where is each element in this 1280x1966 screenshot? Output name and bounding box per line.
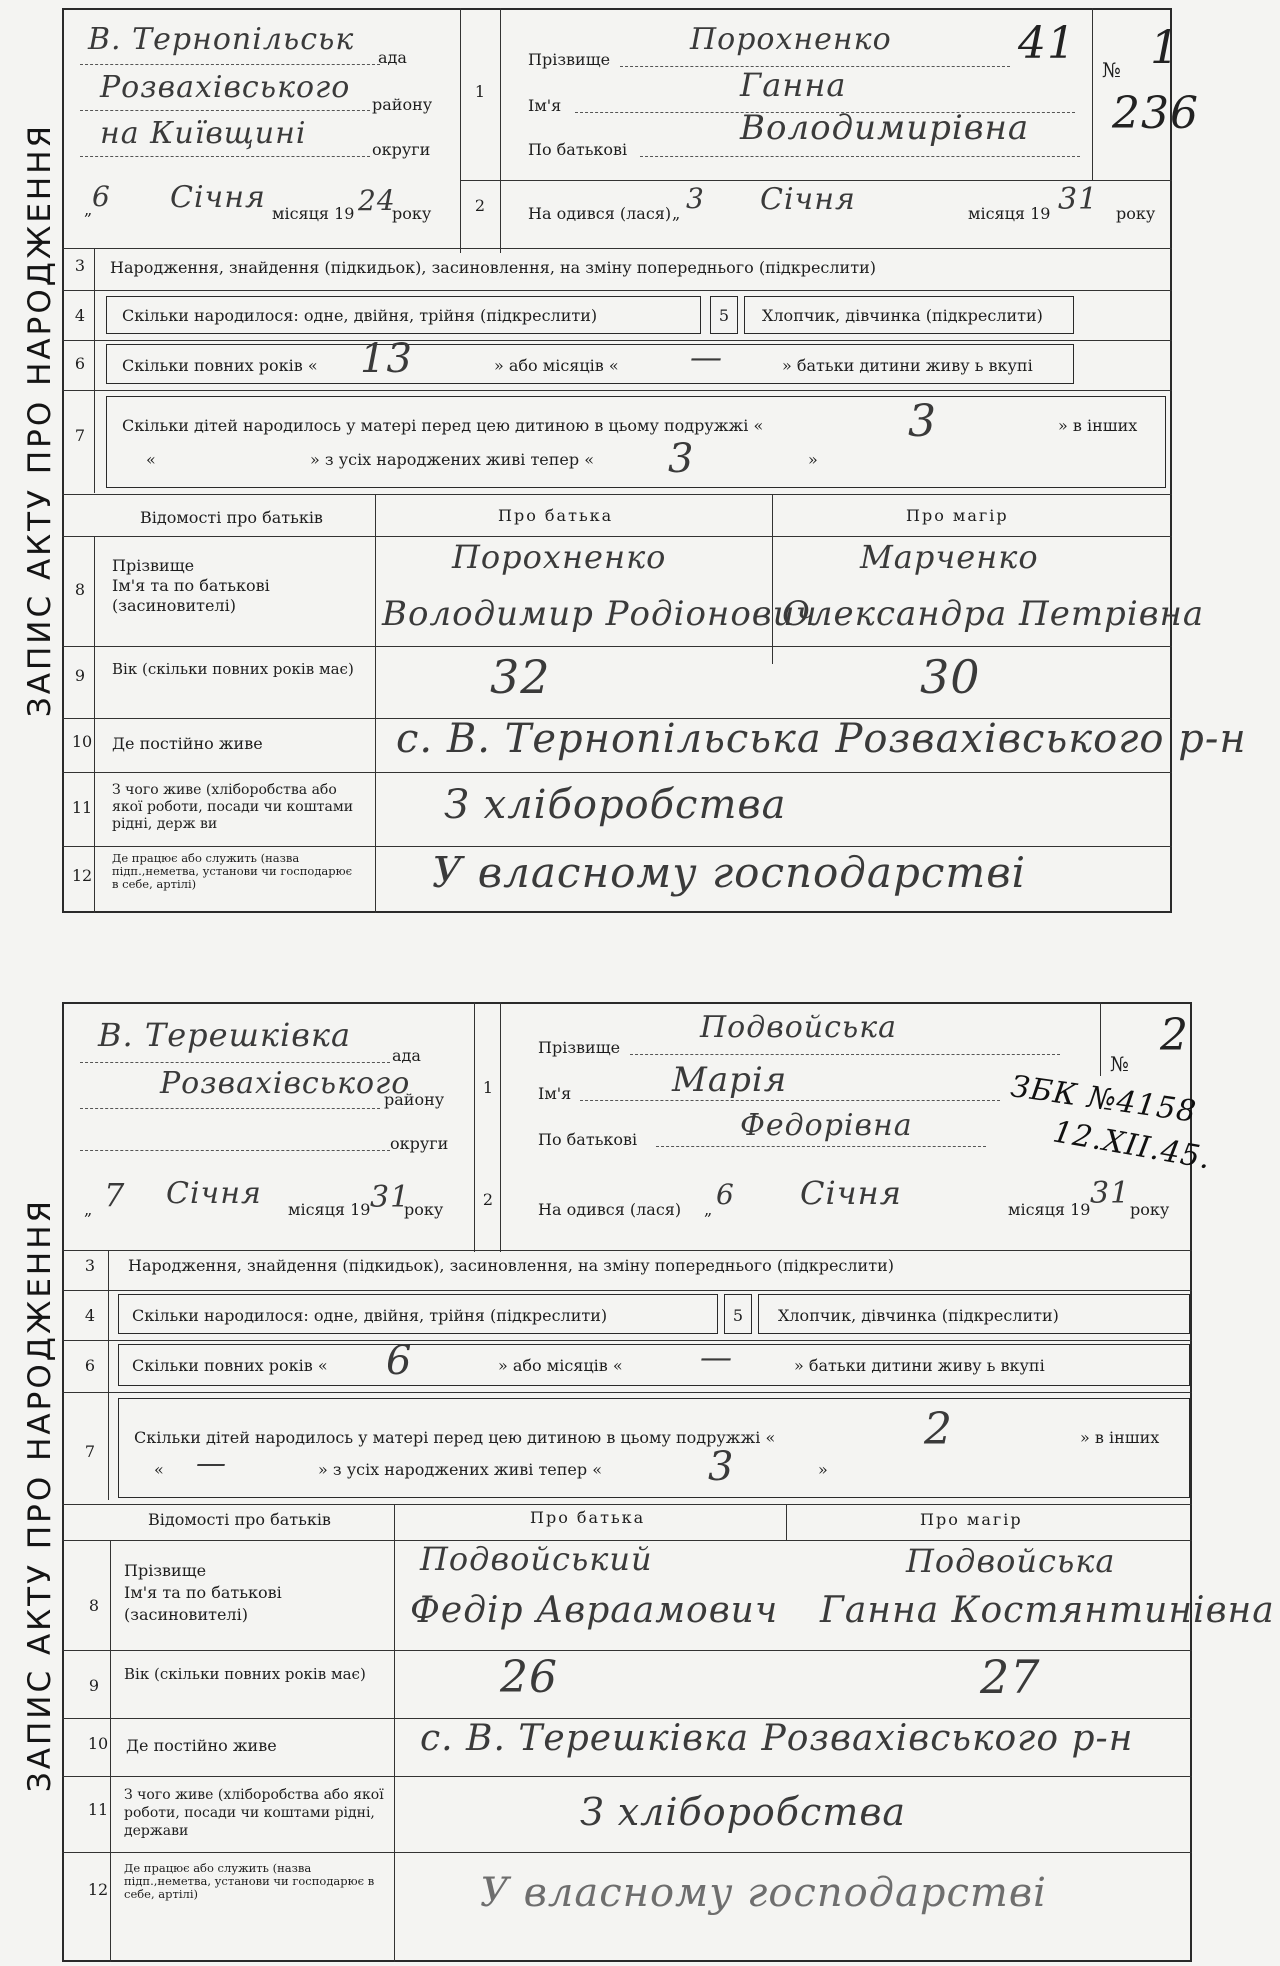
divider [62, 1852, 1192, 1853]
parents-header-father: Про батька [498, 506, 614, 525]
line [640, 156, 1080, 157]
mother-surname: Марченко [860, 538, 1039, 576]
mother-age: 30 [920, 650, 981, 704]
reg-year-handwritten: 31 [1058, 182, 1099, 217]
divider [94, 248, 95, 493]
line [80, 1062, 390, 1063]
child-patronymic-handwritten: Володимирівна [740, 108, 1030, 148]
divider [62, 1504, 1192, 1505]
row-7-text-e: » [818, 1460, 828, 1479]
line [80, 64, 380, 65]
divider [772, 494, 773, 664]
mother-age: 27 [980, 1650, 1041, 1704]
father-surname: Порохненко [452, 538, 667, 576]
label-rayon: району [372, 95, 433, 114]
month-handwritten: Січня [166, 1176, 262, 1211]
father-name: Федір Авраамович [410, 1590, 779, 1631]
record-number: 1 [1150, 20, 1181, 74]
rayon-handwritten: Розвахівського [100, 70, 351, 105]
row-10-label: Де постійно живе [112, 734, 263, 753]
divider [62, 646, 1172, 647]
label-year2: року [1130, 1200, 1170, 1219]
father-age: 32 [490, 650, 551, 704]
livelihood: З хліборобства [580, 1790, 907, 1834]
label-year: року [404, 1200, 444, 1219]
record-number-2: 236 [1112, 88, 1199, 139]
row-4-text: Скільки народилося: одне, двійня, трійня (підкреслити) [122, 306, 598, 325]
livelihood: З хліборобства [444, 782, 787, 828]
divider [460, 180, 1172, 181]
child-name-handwritten: Марія [672, 1060, 788, 1100]
row-7-alive: 3 [708, 1444, 735, 1490]
label-patronymic: По батькові [538, 1130, 638, 1149]
archive-date: 12.XII.45. [1050, 1114, 1214, 1177]
label-name: Ім'я [528, 96, 562, 115]
label-surname: Прізвище [538, 1038, 621, 1057]
divider [375, 494, 376, 913]
place-handwritten: В. Терешківка [98, 1016, 352, 1054]
row-6-text-c: » батьки дитини живу ь вкупі [782, 356, 1033, 375]
residence: с. В. Терешківка Розвахівського р-н [420, 1718, 1134, 1759]
row-6-text-b: » або місяців « [494, 356, 619, 375]
label-registered: На одився (лася) [538, 1200, 682, 1219]
divider [62, 290, 1172, 291]
row-11-label: З чого живе (хліборобства або якої роботи, посади чи коштами рідні, держави [124, 1787, 384, 1839]
label-month: місяця 19 [272, 204, 355, 223]
parents-header-info: Відомості про батьків [140, 508, 323, 527]
row-10-label: Де постійно живе [126, 1736, 277, 1755]
row-3-text: Народження, знайдення (підкидьок), засиновлення, на зміну попереднього (підкреслити) [128, 1256, 894, 1275]
label-okrug: округи [372, 140, 431, 159]
row-6-months: — [690, 338, 723, 376]
divider [62, 390, 1172, 391]
row-7-count: 2 [924, 1404, 953, 1455]
residence: с. В. Тернопільська Розвахівського р-н [396, 716, 1247, 762]
row-8-label: Прізвище Ім'я та по батькові (засиновителі) [112, 556, 270, 615]
divider [62, 1776, 1192, 1777]
label-city: ада [378, 48, 407, 67]
divider [62, 1392, 1192, 1393]
row-7-text-b: » в інших [1058, 416, 1138, 435]
divider [62, 846, 1172, 847]
line [656, 1146, 986, 1147]
day-handwritten: 7 [104, 1176, 126, 1214]
label-patronymic: По батькові [528, 140, 628, 159]
year-handwritten: 31 [370, 1180, 411, 1215]
line [80, 1108, 380, 1109]
reg-day-handwritten: 6 [716, 1178, 735, 1211]
label-month2: місяця 19 [1008, 1200, 1091, 1219]
row-6-years: 13 [360, 336, 413, 382]
row-6-text-a: Скільки повних років « [122, 356, 318, 375]
divider [62, 340, 1172, 341]
divider [460, 8, 461, 253]
divider [1100, 1002, 1101, 1076]
divider [474, 1002, 475, 1252]
day-handwritten: 6 [92, 180, 111, 213]
row-7-text-d: » з усіх народжених живі тепер « [318, 1460, 603, 1479]
row-8-label: Прізвище Ім'я та по батькові (засиновителі) [124, 1561, 282, 1624]
label-year2: року [1116, 204, 1156, 223]
workplace: У власному господарстві [432, 848, 1027, 897]
row-7-box [118, 1398, 1190, 1498]
father-surname: Подвойський [420, 1540, 653, 1578]
line [80, 110, 370, 111]
row-7-text-c: « [146, 450, 156, 469]
page-mark: 41 [1018, 18, 1076, 69]
row-6-years: 6 [386, 1338, 413, 1384]
label-rayon: району [384, 1090, 445, 1109]
label-surname: Прізвище [528, 50, 611, 69]
divider [94, 536, 95, 913]
mother-surname: Подвойська [906, 1542, 1116, 1580]
label-city: ада [392, 1046, 421, 1065]
place-handwritten: В. Тернопільськ [88, 22, 355, 57]
birth-record-form-2: ЗАПИС АКТУ ПРО НАРОДЖЕННЯ В. Терешківка ада Розвахівського району округи „ 7 Січня місяця 19 31 року 1 2 Прізвище Подвойська Ім'я Марія По батькові Федорівна № 2 ЗБК №4158 12.XII.45. На одився (лася) „ 6 Січня місяця 19 31 року 3 Народження, знайдення (підкидьок), засиновлення, на зміну попереднього (підкреслити) 4 Скільки народилося: одне, двійня, трійня (підкреслити) 5 Хлопчик, дівчинка (підкреслити) 6 Скільки повних років « 6 » або місяців « — » батьки дитини живу ь вкупі 7 Скільки дітей народилось у матері перед цею дитиною в цьому подружжі « 2 » в інших « — » з усіх народжених живі тепер « 3 » Відомості про батьків Про батька Про магір 8 Прізвище Ім'я та по батькові (засиновителі) Подвойський Подвойська Федір Авраамович Ганна Костянтинівна 9 Вік (скільки повних років має) 26 27 10 Де постійно живе с. В. Терешківка Розвахівського р-н 11 З чого живе (хліборобства або якої роботи, посади чи коштами рідні, держави З хліборобства 12 Де працює або служить (назва підп.,неметва, установи чи господарює в себе, артілі) У власному господарстві [0, 1000, 1280, 1966]
row-6-text-a: Скільки повних років « [132, 1356, 328, 1375]
rayon-handwritten: Розвахівського [160, 1066, 411, 1101]
vertical-title-text: ЗАПИС АКТУ ПРО НАРОДЖЕННЯ [22, 122, 58, 718]
reg-day-handwritten: 3 [686, 182, 705, 215]
father-age: 26 [500, 1652, 558, 1703]
row-5-text: Хлопчик, дівчинка (підкреслити) [762, 306, 1043, 325]
parents-header-mother: Про магір [920, 1510, 1023, 1529]
label-name: Ім'я [538, 1084, 572, 1103]
label-number: № [1102, 58, 1121, 82]
row-7-other: — [196, 1446, 227, 1481]
divider [786, 1504, 787, 1540]
line [80, 1150, 390, 1151]
divider [62, 536, 1172, 537]
vertical-title-text: ЗАПИС АКТУ ПРО НАРОДЖЕННЯ [22, 1197, 58, 1793]
label-okrug: округи [390, 1134, 449, 1153]
divider [500, 8, 501, 253]
divider [62, 1290, 1192, 1291]
record-number: 2 [1160, 1010, 1189, 1061]
divider [62, 1250, 1192, 1251]
label-number: № [1110, 1052, 1129, 1076]
row-7-text-c: « [154, 1460, 164, 1479]
mother-name: Ганна Костянтинівна [820, 1590, 1275, 1631]
row-9-label: Вік (скільки повних років має) [124, 1665, 366, 1683]
parents-header-info: Відомості про батьків [148, 1510, 331, 1529]
workplace: У власному господарстві [480, 1870, 1047, 1916]
form-vertical-title [10, 80, 70, 760]
parents-header-father: Про батька [530, 1508, 646, 1527]
divider [62, 248, 1172, 249]
child-surname-handwritten: Подвойська [700, 1010, 898, 1045]
row-3-text: Народження, знайдення (підкидьок), засиновлення, на зміну попереднього (підкреслити) [110, 258, 876, 277]
reg-month-handwritten: Січня [800, 1174, 902, 1212]
child-surname-handwritten: Порохненко [690, 22, 892, 57]
row-6-months: — [700, 1338, 733, 1376]
row-11-label: З чого живе (хліборобства або якої роботи, посади чи коштами рідні, держ ви [112, 782, 354, 832]
reg-year-handwritten: 31 [1090, 1176, 1131, 1211]
month-handwritten: Січня [170, 180, 266, 215]
label-month2: місяця 19 [968, 204, 1051, 223]
birth-record-form-1: ЗАПИС АКТУ ПРО НАРОДЖЕННЯ В. Тернопільськ ада Розвахівського району на Київщині округи „ 6 Січня місяця 19 24 року 1 2 Прізвище Порохненко 41 Ім'я Ганна По батькові Володимирівна № 1 236 На одився (лася) „ 3 Січня місяця 19 31 року 3 Народження, знайдення (підкидьок), засиновлення, на зміну попереднього (підкреслити) 4 Скільки народилося: одне, двійня, трійня (підкреслити) 5 Хлопчик, дівчинка (підкреслити) 6 Скільки повних років « 13 » або місяців « — » батьки дитини живу ь вкупі 7 Скільки дітей народилось у матері перед цею дитиною в цьому подружжі « 3 » в інших « » з усіх народжених живі тепер « 3 » Відомості про батьків Про батька Про магір 8 Прізвище Ім'я та по батькові (засиновителі) Порохненко Марченко Володимир Родіонович Олександра Петрівна 9 Вік (скільки повних років має) 32 30 10 Де постійно живе с. В. Тернопільська Розвахівського р-н 11 З чого живе (хліборобства або якої роботи, посади чи коштами рідні, держ ви З хліборобства 12 Де працює або служить (назва підп.,неметва, установи чи господарює в себе, артілі) У власному господарстві [0, 0, 1280, 915]
child-patronymic-handwritten: Федорівна [740, 1108, 913, 1143]
row-7-count: 3 [908, 396, 937, 447]
divider [1092, 8, 1093, 181]
row-9-label: Вік (скільки повних років має) [112, 660, 354, 678]
divider [500, 1002, 501, 1252]
divider [108, 1250, 109, 1500]
line [580, 1100, 1000, 1101]
divider [62, 1340, 1192, 1341]
label-month: місяця 19 [288, 1200, 371, 1219]
row-7-text-a: Скільки дітей народилось у матері перед цею дитиною в цьому подружжі « [134, 1428, 776, 1447]
label-year: року [392, 204, 432, 223]
year-handwritten: 24 [358, 184, 396, 217]
row-5-text: Хлопчик, дівчинка (підкреслити) [778, 1306, 1059, 1325]
row-4-text: Скільки народилося: одне, двійня, трійня (підкреслити) [132, 1306, 608, 1325]
divider [62, 772, 1172, 773]
row-12-label: Де працює або служить (назва підп.,неметва, установи чи господарює в себе, артілі) [124, 1861, 375, 1901]
row-7-box [106, 396, 1166, 488]
child-name-handwritten: Ганна [740, 66, 847, 104]
archive-stamp: ЗБК №4158 [1008, 1069, 1199, 1130]
row-7-text-a: Скільки дітей народилось у матері перед цею дитиною в цьому подружжі « [122, 416, 764, 435]
line [80, 156, 370, 157]
divider [394, 1504, 395, 1962]
father-name: Володимир Родіонович [382, 594, 818, 634]
parents-header-mother: Про магір [906, 506, 1009, 525]
divider [62, 494, 1172, 495]
row-7-text-b: » в інших [1080, 1428, 1160, 1447]
line [630, 1054, 1060, 1055]
row-7-text-d: » з усіх народжених живі тепер « [310, 450, 595, 469]
row-7-text-e: » [808, 450, 818, 469]
form-vertical-title [10, 1110, 70, 1880]
okrug-handwritten: на Київщині [100, 116, 307, 151]
reg-month-handwritten: Січня [760, 182, 856, 217]
row-6-text-b: » або місяців « [498, 1356, 623, 1375]
row-12-label: Де працює або служить (назва підп.,неметва, установи чи господарює в себе, артілі) [112, 851, 353, 891]
label-registered: На одився (лася) [528, 204, 672, 223]
divider [110, 1540, 111, 1962]
row-7-alive: 3 [668, 436, 695, 482]
mother-name: Олександра Петрівна [782, 594, 1205, 634]
row-6-text-c: » батьки дитини живу ь вкупі [794, 1356, 1045, 1375]
